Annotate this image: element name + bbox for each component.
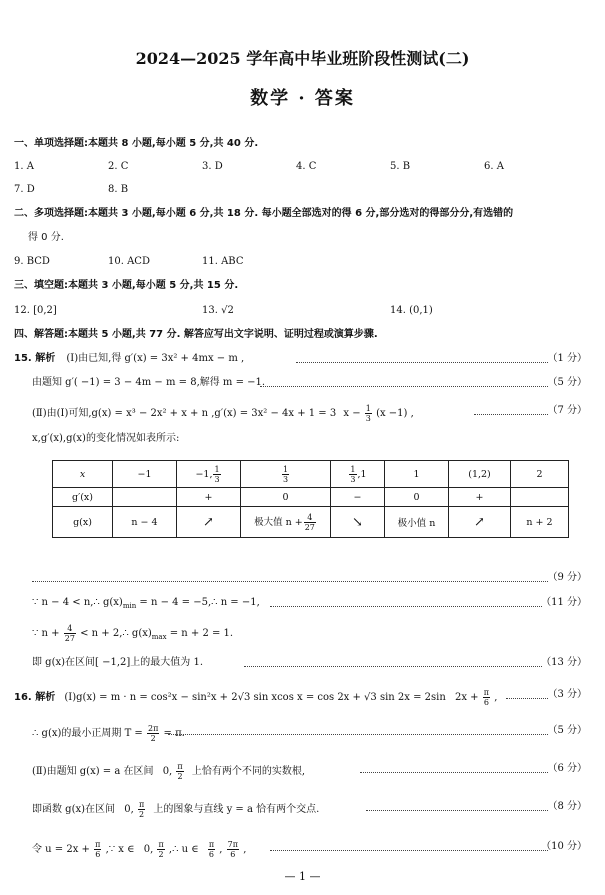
answer-3: 3. D (202, 161, 223, 172)
increasing-arrow-icon: ↗ (177, 507, 241, 538)
table-d-7 (511, 488, 569, 507)
q15-table-intro: x,g′(x),g(x)的变化情况如表所示: (32, 433, 180, 444)
answer-4: 4. C (296, 161, 317, 172)
answer-6: 6. A (484, 161, 504, 172)
q15-step-2: 由题知 g′( −1) = 3 − 4m − m = 8,解得 m = −1. (32, 377, 266, 388)
table-x-interval-2: $\frac{1}{3}$ ,1 (331, 461, 385, 488)
table-d-1 (113, 488, 177, 507)
answer-1: 1. A (14, 161, 34, 172)
section-3-heading: 三、填空题:本题共 3 小题,每小题 5 分,共 15 分. (14, 280, 239, 291)
answer-14: 14. (0,1) (390, 305, 433, 316)
table-d-2: + (177, 488, 241, 507)
section-2-heading: 二、多项选择题:本题共 3 小题,每小题 6 分,共 18 分. 每小题全部选对的得 6 分,部分选对的得部分分,有选错的 (14, 208, 514, 219)
section-2-heading-cont: 得 0 分. (28, 232, 64, 243)
table-header-g: g(x) (53, 507, 113, 538)
q16-line-1: 16. 解析 (Ⅰ)g(x) = m · n = cos²x − sin²x + 2√3 sin xcos x = cos 2x + √3 sin 2x = 2sin 2x + $\frac{\pi}{6}$ , (14, 688, 498, 707)
q16-step-2: ∴ g(x)的最小正周期 T = $\frac{2\pi}{2}$ = π. (32, 724, 185, 743)
q15-step-1: (Ⅰ)由已知,得 g′(x) = 3x² + 4mx − m , (66, 353, 245, 364)
increasing-arrow-icon: ↗ (449, 507, 511, 538)
fraction-one-third: $\frac{1}{3}$ (365, 404, 371, 423)
answer-8: 8. B (108, 184, 129, 195)
q16-step-3: (Ⅱ)由题知 g(x) = a 在区间 0, $\frac{\pi}{2}$ 上恰有两个不同的实数根, (32, 762, 306, 781)
section-1-heading: 一、单项选择题:本题共 8 小题,每小题 5 分,共 40 分. (14, 138, 259, 149)
score-q16-2: （5 分） (547, 725, 587, 736)
q15-step-3 (32, 404, 414, 423)
answer-7: 7. D (14, 184, 35, 195)
table-g-1: n − 4 (113, 507, 177, 538)
variation-table (52, 460, 569, 538)
score-q15-1: （1 分） (547, 353, 587, 364)
table-x-interval-1: −1, $\frac{1}{3}$ (177, 461, 241, 488)
table-d-5: 0 (385, 488, 449, 507)
table-d-6: + (449, 488, 511, 507)
score-q15-6: （13 分） (541, 657, 587, 668)
answer-9: 9. BCD (14, 256, 50, 267)
q15-step-5: ∵ n − 4 < n,∴ $g(x)_{min} = n - 4$ = −5,∴ n = −1, (32, 597, 260, 610)
q16-step-5: 令 u = 2x + $\frac{\pi}{6}$ ,∵ x ∈ 0, $\frac{\pi}{2}$ ,∴ u ∈ $\frac{\pi}{6}$ , $\frac{7\pi}{6}$ , (32, 840, 247, 859)
q15-line-1 (14, 352, 244, 366)
answer-11: 11. ABC (202, 256, 244, 267)
answer-5: 5. B (390, 161, 411, 172)
answer-10: 10. ACD (108, 256, 150, 267)
table-d-3: 0 (241, 488, 331, 507)
score-q15-4: （9 分） (547, 572, 587, 583)
table-x-two: 2 (511, 461, 569, 488)
q15-step-3-a: (Ⅱ)由(Ⅰ)可知,g(x) = x³ − 2x² + x + n ,g′(x) = 3x² − 4x + 1 = 3 (32, 408, 337, 419)
score-q16-4: （8 分） (547, 801, 587, 812)
table-g-end: n + 2 (511, 507, 569, 538)
section-4-heading: 四、解答题:本题共 5 小题,共 77 分. 解答应写出文字说明、证明过程或演算步骤. (14, 329, 378, 340)
q15-conclusion: 即 g(x)在区间[ −1,2]上的最大值为 1. (32, 657, 204, 668)
score-q15-2: （5 分） (547, 377, 587, 388)
score-q16-5: （10 分） (541, 841, 587, 852)
table-x-one: 1 (385, 461, 449, 488)
table-x-neg1: −1 (113, 461, 177, 488)
score-q15-5: （11 分） (541, 597, 587, 608)
answer-12: 12. [0,2] (14, 305, 57, 316)
table-x-interval-3: (1,2) (449, 461, 511, 488)
q16-step-4: 即函数 g(x)在区间 0, $\frac{\pi}{2}$ 上的图象与直线 y = a 恰有两个交点. (32, 800, 320, 819)
q15-label: 15. 解析 (14, 353, 56, 364)
table-header-derivative: g′(x) (53, 488, 113, 507)
table-d-4: − (331, 488, 385, 507)
document-title: 2024—2025 学年高中毕业班阶段性测试(二) (135, 49, 470, 68)
table-header-x: x (53, 461, 113, 488)
score-q16-1: （3 分） (547, 689, 587, 700)
q15-step-3-c: (x −1) , (376, 408, 414, 419)
answer-2: 2. C (108, 161, 129, 172)
decreasing-arrow-icon: ↘ (331, 507, 385, 538)
table-g-min: 极小值 n (385, 507, 449, 538)
page-number: — 1 — (284, 870, 321, 883)
score-q16-3: （6 分） (547, 763, 587, 774)
q16-label: 16. 解析 (14, 692, 56, 703)
table-x-one-third: $\frac{1}{3}$ (241, 461, 331, 488)
table-g-max: 极大值 n + $\frac{4}{27}$ (241, 507, 331, 538)
q15-step-6: ∵ n + $\frac{4}{27}$ < n + 2,∴ $g(x)_{max} = n + 2 = 1$. (32, 624, 234, 643)
score-q15-3: （7 分） (547, 405, 587, 416)
q15-step-3-b: x − (343, 408, 361, 419)
document-subtitle: 数学 · 答案 (250, 88, 355, 109)
answer-13: 13. √2 (202, 305, 234, 316)
